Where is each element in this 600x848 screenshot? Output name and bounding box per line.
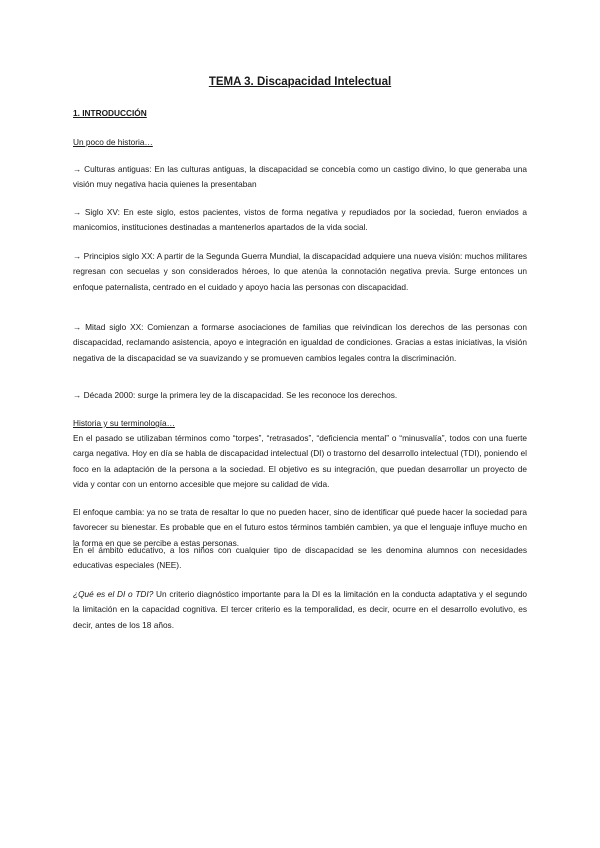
history-item-lead: → Principios siglo XX: bbox=[73, 251, 155, 261]
history-item-lead: → Siglo XV: bbox=[73, 207, 120, 217]
history-item-lead: → Mitad siglo XX: bbox=[73, 322, 144, 332]
document-title: TEMA 3. Discapacidad Intelectual bbox=[208, 76, 392, 88]
question-lead: ¿Qué es el DI o TDI? bbox=[73, 589, 154, 599]
terminology-paragraph-2: El enfoque cambia: ya no se trata de resaltar lo que no pueden hacer, sino de identificar qué puede hacer la sociedad para favorecer su bienestar. Es probable que en el futuro estos términos también cambien, ya que el lenguaje influye mucho en la forma en que se percibe a estas personas. bbox=[73, 507, 527, 548]
history-item-text: surge la primera ley de la discapacidad. Se les reconoce los derechos. bbox=[135, 390, 398, 400]
section-heading: 1. INTRODUCCIÓN bbox=[73, 108, 147, 118]
history-item-lead: → Culturas antiguas: bbox=[73, 164, 152, 174]
question-text: Un criterio diagnóstico importante para la DI es la limitación en la conducta adaptativa y el segundo la limitación en la capacidad cognitiva. El tercer criterio es la temporalidad, es decir, ocurre en el desarrollo evolutivo, es decir, antes de los 18 años. bbox=[73, 589, 527, 630]
history-item-principios-xx bbox=[73, 249, 527, 295]
terminology-paragraph-3: En el ámbito educativo, a los niños con cualquier tipo de discapacidad se les denomina alumnos con necesidades educativas especiales (NEE). bbox=[73, 545, 527, 571]
history-item-mitad-xx bbox=[73, 320, 527, 366]
history-item-decada-2000 bbox=[73, 388, 527, 403]
history-heading: Un poco de historia… bbox=[73, 137, 153, 147]
history-item-siglo-xv bbox=[73, 205, 527, 236]
terminology-paragraph-1: En el pasado se utilizaban términos como “torpes”, “retrasados”, “deficiencia mental” o “minusvalía”, todos con una fuerte carga negativa. Hoy en día se habla de discapacidad intelectual (DI) o trastorno del desarrollo intelectual (TDI), poniendo el foco en la adaptación de la persona a la sociedad. El objetivo es su integración, que puedan desarrollar un proyecto de vida y contar con un entorno accesible que mejore su calidad de vida. bbox=[73, 433, 527, 489]
question-paragraph bbox=[73, 587, 527, 633]
terminology-heading: Historia y su terminología… bbox=[73, 418, 175, 428]
history-item-antiguas bbox=[73, 162, 527, 193]
history-item-text: En las culturas antiguas, la discapacidad se concebía como un castigo divino, lo que generaba una visión muy negativa hacia quienes la presentaban bbox=[73, 164, 527, 190]
history-item-text: En este siglo, estos pacientes, vistos de forma negativa y repudiados por la sociedad, fueron enviados a manicomios, instituciones destinadas a mantenerlos apartados de la vida social. bbox=[73, 207, 528, 233]
history-item-text: Comienzan a formarse asociaciones de familias que reivindican los derechos de las personas con discapacidad, reclamando asistencia, apoyo e integración en igualdad de condiciones. Gracias a estas iniciativas, la visión negativa de la discapacidad se va suavizando y se promueven cambios legales contra la discriminación. bbox=[73, 322, 527, 363]
history-item-lead: → Década 2000: bbox=[73, 390, 136, 400]
history-item-text: A partir de la Segunda Guerra Mundial, la discapacidad adquiere una nueva visión: muchos militares regresan con secuelas y son considerados héroes, lo que atenúa la connotación negativa previa. Surge entonces un enfoque paternalista, centrado en el cuidado y apoyo hacia las personas con discapacidad. bbox=[73, 251, 527, 292]
